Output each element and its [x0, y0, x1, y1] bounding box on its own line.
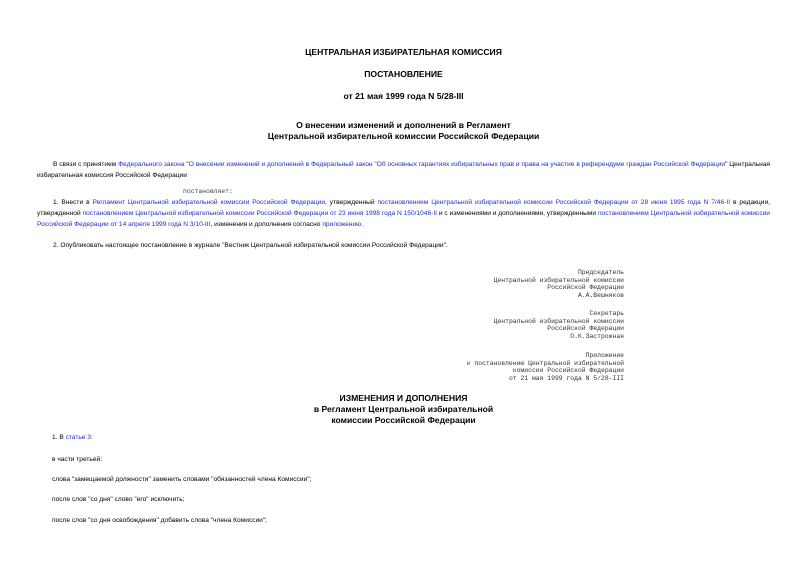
appendix-title-line2: в Регламент Центральной избирательной	[313, 404, 494, 414]
change-item-5: после слов "со дня освобождения" добавить слова "члена Комиссии";	[52, 517, 268, 524]
change-item-3: слова "замещаемой должности" заменить словами "обязанностей члена Комиссии";	[52, 476, 312, 483]
doc-title-line1: О внесении изменений и дополнений в Регламент	[296, 120, 511, 130]
chair-org: Центральной избирательной комиссии	[493, 276, 624, 284]
secretary-role: Секретарь	[589, 310, 624, 317]
appendix-title-line3: комиссии Российской Федерации	[331, 415, 476, 425]
doc-title-line2: Центральной избирательной комиссии Российской Федерации	[267, 131, 540, 141]
clause1-text-b: , утвержденный	[325, 199, 378, 206]
intro-text-a: В связи с принятием	[53, 161, 119, 168]
reglament-link[interactable]: Регламент Центральной избирательной комиссии Российской Федерации	[92, 199, 326, 206]
appendix-ref-line2: комиссии Российской Федерации	[512, 367, 624, 375]
resolution-1999-link[interactable]: постановлением Центральной избирательной комиссии Российской Федерации от 14 апреля 1999 года N 3/10-III	[37, 210, 770, 228]
secretary-country: Российской Федерации	[547, 325, 624, 333]
resolution-1998-link[interactable]: постановлением Центральной избирательной комиссии Российской Федерации от 23 июня 1998 года N 150/1046-II	[82, 210, 437, 217]
clause-1	[37, 197, 770, 230]
appendix-link[interactable]: приложению	[322, 221, 362, 228]
org-heading: ЦЕНТРАЛЬНАЯ ИЗБИРАТЕЛЬНАЯ КОМИССИЯ	[305, 47, 502, 57]
appendix-title-line1: ИЗМЕНЕНИЯ И ДОПОЛНЕНИЯ	[339, 393, 468, 403]
chair-name: А.А.Вешняков	[577, 291, 624, 299]
secretary-name: О.К.Застрожная	[570, 332, 624, 340]
change-item-2: в части третьей:	[52, 456, 103, 463]
postanovlyaet-label: постановляет:	[183, 188, 233, 195]
federal-law-link[interactable]: Федерального закона	[118, 161, 185, 168]
intro-paragraph	[37, 159, 770, 181]
chair-signature	[494, 269, 624, 299]
clause1-text-a: 1. Внести в	[53, 199, 93, 206]
appendix-reference	[467, 352, 624, 382]
intro-text-c: " Центральная избирательная комиссия Российской Федерации	[37, 161, 771, 179]
secretary-org: Центральной избирательной комиссии	[493, 317, 624, 325]
doc-date: от 21 мая 1999 года N 5/28-III	[343, 91, 464, 101]
appendix-ref-line1: к постановлению Центральной избирательной	[466, 359, 624, 367]
appendix-ref-line3: от 21 мая 1999 года N 5/28-III	[508, 374, 624, 382]
appendix-label: Приложение	[585, 352, 624, 359]
intro-text-b: "	[184, 161, 189, 168]
change-item-1-text-a: 1. В	[52, 434, 66, 441]
clause1-text-d: и с изменениями и дополнениями, утвержденными	[436, 210, 598, 217]
change-item-4: после слов "со дня" слово "его" исключить;	[52, 496, 185, 503]
change-item-1	[52, 434, 93, 441]
chair-country: Российской Федерации	[547, 284, 624, 292]
clause1-text-f: .	[361, 221, 363, 228]
chair-role: Председатель	[577, 269, 624, 276]
change-item-1-text-b: :	[90, 434, 93, 441]
article-3-link[interactable]: статье 3	[65, 434, 91, 441]
secretary-signature	[494, 310, 624, 340]
clause1-text-e: , изменения и дополнения согласно	[210, 221, 323, 228]
amendment-law-link[interactable]: О внесении изменений и дополнений в Федеральный закон "Об основных гарантиях избирательных прав и права на участие в референдуме граждан Российской Федерации	[188, 161, 726, 168]
clause-2: 2. Опубликовать настоящее постановление в журнале "Вестник Центральной избирательной комиссии Российской Федерации".	[53, 242, 448, 249]
resolution-1995-link[interactable]: постановлением Центральной избирательной комиссии Российской Федерации от 28 июня 1995 года N 7/46-II	[377, 199, 731, 206]
doc-type-heading: ПОСТАНОВЛЕНИЕ	[364, 69, 443, 79]
clause1-text-c: в редакции, утвержденной	[37, 199, 770, 217]
